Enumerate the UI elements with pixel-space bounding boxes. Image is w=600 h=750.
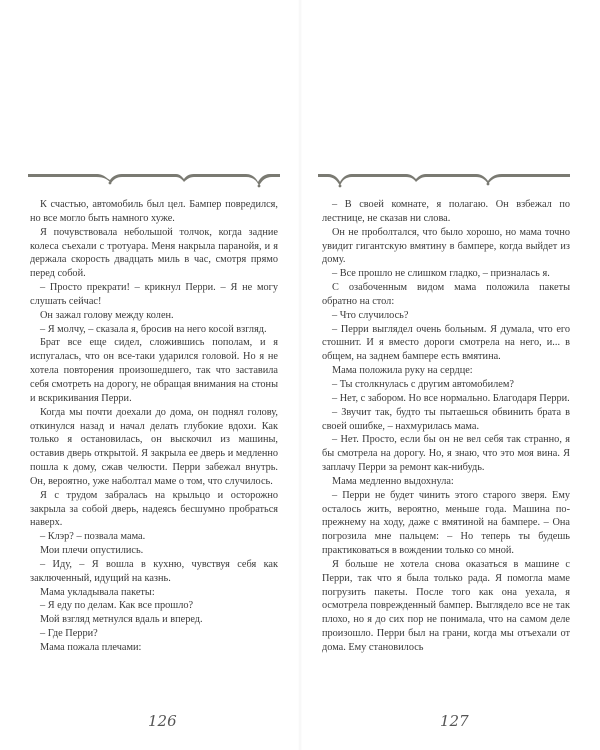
paragraph: – Что случилось? [332,309,409,321]
paragraph: – Ты столкнулась с другим автомобилем? [332,378,514,390]
paragraph: С озабоченным видом мама положила пакеты обратно на стол: [322,282,570,307]
paragraph: – Я молчу, – сказала я, бросив на него косой взгляд. [40,323,267,335]
paragraph: Я с трудом забралась на крыльцо и осторожно закрыла за собой дверь, надеясь бесшумно пробраться наверх. [30,489,278,529]
paragraph: Мои плечи опустились. [40,545,144,557]
paragraph: – Нет. Просто, если бы он не вел себя так странно, я бы смотрела на дорогу. Но, я знаю, что это моя вина. Я заплачу Перри за ремонт как-нибудь. [322,434,570,474]
paragraph: – Звучит так, будто ты пытаешься обвинить брата в своей ошибке, – нахмурилась мама. [322,406,570,432]
paragraph: – Перри выглядел очень больным. Я думала, что его стошнит. И я вместо дороги смотрела на него, и... в общем, на заднем бампере есть вмятина. [322,323,570,363]
paragraph: – Нет, с забором. Но все нормально. Благодаря Перри. [332,392,570,404]
paragraph: – Перри не будет чинить этого старого зверя. Ему осталось жить, вероятно, меньше года. Машина по-прежнему на ходу, даже с вмятиной на бампере. – Она погрозила мне пальцем: – Но теперь ты будешь практиковаться в вождении только со мной. [322,489,570,557]
paragraph: Брат все еще сидел, сложившись пополам, и я испугалась, что он все-таки ударился головой. Но я не хотела повторения произошедшего, так что заставила себя смотреть на дорогу, не обращая внимания на стоны и вскрикивания Перри. [30,337,278,404]
paragraph: К счастью, автомобиль был цел. Бампер повредился, но все могло быть намного хуже. [30,199,278,224]
paragraph: Он не проболтался, что было хорошо, но мама точно увидит гигантскую вмятину в бампере, когда выйдет из дому. [322,226,570,266]
paragraph: – В своей комнате, я полагаю. Он взбежал по лестнице, не сказав ни слова. [322,199,570,224]
paragraph: – Клэр? – позвала мама. [40,531,146,543]
paragraph: Мама положила руку на сердце: [332,365,473,377]
paragraph: – Все прошло не слишком гладко, – призналась я. [332,268,550,280]
paragraph: Я почувствовала небольшой толчок, когда задние колеса съехали с тротуара. Меня накрыла паранойя, и я держала скорость двадцать миль в час, смотря прямо перед собой. [30,226,278,280]
right-page-text [322,198,570,655]
paragraph: Я больше не хотела снова оказаться в машине с Перри, так что я была только рада. Я помогла маме погрузить пакеты. После того как она уехала, я осмотрела поврежденный бампер. Выглядело все не так плохо, но я до сих пор не понимала, что на самом деле произошло. Перри был на грани, когда мы отъехали от дома. Ему становилось [322,558,570,653]
page-number-right: 127 [440,712,469,730]
paragraph: – Я еду по делам. Как все прошло? [40,600,194,612]
paragraph: – Где Перри? [40,628,98,640]
paragraph: Мама укладывала пакеты: [40,586,155,598]
page-number-left: 126 [148,712,177,730]
header-ornament-left [26,168,282,190]
paragraph: Он зажал голову между колен. [40,309,174,321]
book-fold [298,0,302,750]
paragraph: Мама медленно выдохнула: [332,475,454,487]
left-page-text [30,198,278,655]
paragraph: Когда мы почти доехали до дома, он поднял голову, откинулся назад и начал делать глубокие вдохи. Как только я остановилась, он выскочил из машины, оставив дверь открытой. Я закрыла ее дверь и медленно пошла к дому, сжав челюсти. Перри забежал внутрь. Он, вероятно, уже наболтал маме о том, что случилось. [30,406,278,487]
paragraph: Мама пожала плечами: [40,642,142,653]
paragraph: – Иду, – Я вошла в кухню, чувствуя себя как заключенный, идущий на казнь. [30,558,278,584]
paragraph: Мой взгляд метнулся вдаль и вперед. [40,614,203,626]
paragraph: – Просто прекрати! – крикнул Перри. – Я не могу слушать сейчас! [30,282,278,307]
header-ornament-right [316,168,572,190]
